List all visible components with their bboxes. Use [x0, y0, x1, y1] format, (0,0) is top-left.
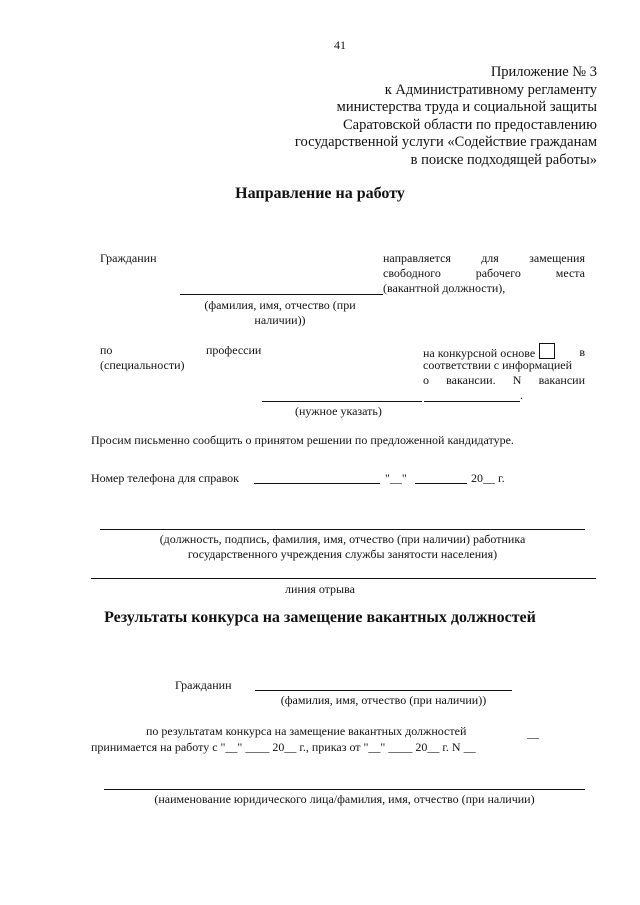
- specialty-label: (специальности): [100, 358, 185, 372]
- citizen-label: Гражданин: [100, 251, 157, 265]
- employer-note: (наименование юридического лица/фамилия, имя, отчество (при наличии): [154, 792, 535, 806]
- results-fio-underline[interactable]: [255, 690, 512, 691]
- vacancy-number-underline[interactable]: [424, 401, 520, 402]
- phone-label: Номер телефона для справок: [91, 471, 240, 485]
- po-label: по: [100, 343, 113, 357]
- signature-note-line: (должность, подпись, фамилия, имя, отчество (при наличии) работника: [159, 532, 526, 546]
- about-vacancy-row: [423, 373, 585, 388]
- signature-note-line: государственного учреждения службы занятости населения): [187, 547, 498, 561]
- fio-underline[interactable]: [180, 294, 383, 295]
- appendix-line: Саратовской области по предоставлению: [343, 116, 597, 133]
- results-line: по результатам конкурса на замещение вакантных должностей: [146, 724, 467, 738]
- word: рабочего: [475, 266, 521, 280]
- results-citizen-label: Гражданин: [175, 678, 232, 692]
- specify-underline[interactable]: [262, 401, 422, 402]
- word: свободного: [383, 266, 441, 280]
- document-title: Направление на работу: [235, 185, 405, 202]
- specify-note: (нужное указать): [295, 404, 382, 418]
- competition-checkbox[interactable]: [539, 343, 555, 359]
- appendix-line: Приложение № 3: [490, 64, 597, 80]
- results-title: Результаты конкурса на замещение вакантных должностей: [104, 609, 536, 626]
- vacancy-end: (вакантной должности),: [383, 281, 506, 295]
- word: для: [481, 251, 499, 265]
- vacancy-row: [383, 266, 585, 281]
- employer-underline[interactable]: [104, 789, 585, 790]
- phone-date-day: "__": [385, 471, 407, 485]
- phone-date-year: 20__ г.: [471, 471, 505, 485]
- fio-note: [180, 298, 380, 328]
- vacancy-period: .: [520, 388, 523, 402]
- fio-note-line: наличии)): [254, 313, 306, 327]
- accordance-text: соответствии с информацией: [423, 358, 572, 372]
- fio-note-line: (фамилия, имя, отчество (при: [204, 298, 356, 312]
- sent-row: [383, 251, 585, 266]
- page-number: 41: [334, 38, 346, 52]
- appendix-line: государственной услуги «Содействие гражданам: [294, 134, 597, 150]
- phone-date-month-underline[interactable]: [415, 483, 467, 484]
- signature-note: [100, 532, 585, 562]
- profession-label: профессии: [206, 343, 262, 357]
- word: вакансии: [538, 373, 585, 387]
- word: вакансии.: [446, 373, 496, 387]
- results-dash: __: [527, 726, 539, 740]
- appendix-line: к Административному регламенту: [384, 81, 597, 98]
- tear-line-label: линия отрыва: [285, 582, 355, 596]
- results-fio-note: (фамилия, имя, отчество (при наличии)): [280, 693, 487, 707]
- word: о: [423, 373, 429, 387]
- hired-line: принимается на работу с "__" ____ 20__ г., приказ от "__" ____ 20__ г. N __: [91, 740, 476, 754]
- appendix-line: в поиске подходящей работы»: [410, 151, 597, 168]
- request-text: Просим письменно сообщить о принятом решении по предложенной кандидатуре.: [91, 433, 514, 447]
- word: места: [555, 266, 585, 280]
- v-word: в: [579, 344, 585, 359]
- appendix-line: министерства труда и социальной защиты: [336, 99, 597, 115]
- competition-text: на конкурсной основе: [423, 346, 536, 360]
- word: направляется: [383, 251, 451, 265]
- word: замещения: [529, 251, 585, 265]
- signature-underline[interactable]: [100, 529, 585, 530]
- appendix-header: [197, 64, 597, 169]
- word: N: [512, 373, 522, 387]
- phone-underline[interactable]: [254, 483, 380, 484]
- tear-line: [91, 578, 596, 579]
